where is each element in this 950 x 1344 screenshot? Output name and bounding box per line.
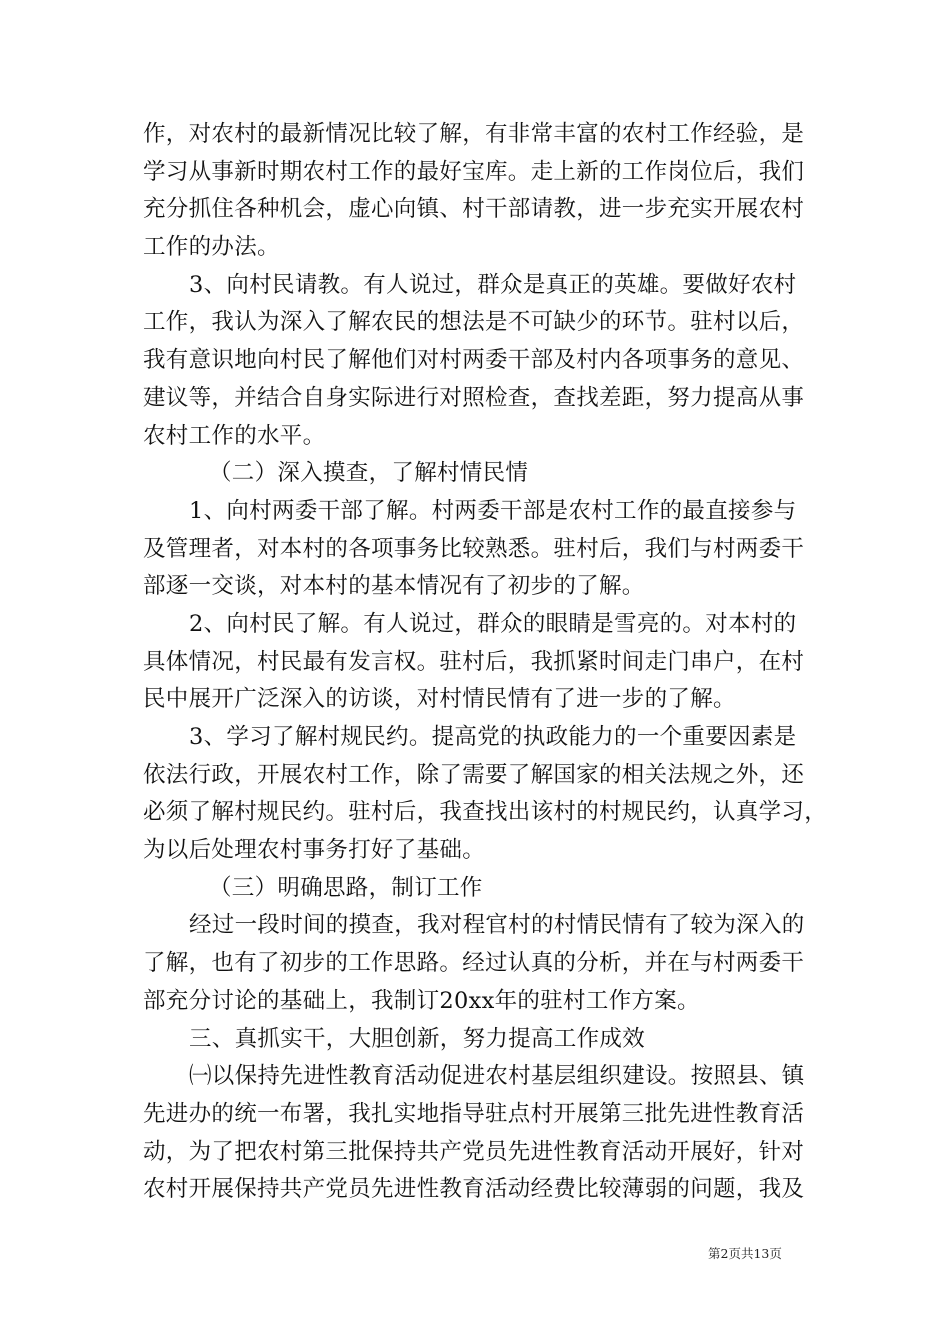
- text-line: 及管理者，对本村的各项事务比较熟悉。驻村后，我们与村两委干: [143, 535, 805, 562]
- paragraph-start-line: 3、向村民请教。有人说过，群众是真正的英雄。要做好农村: [189, 271, 797, 298]
- text-line: 作，对农村的最新情况比较了解，有非常丰富的农村工作经验，是: [143, 121, 805, 147]
- paragraph-start-line: 1、向村两委干部了解。村两委干部是农村工作的最直接参与: [189, 497, 797, 524]
- text-line: 依法行政，开展农村工作，除了需要了解国家的相关法规之外，还: [143, 761, 805, 788]
- page-number-footer: 第2页共13页: [708, 1246, 782, 1261]
- text-line: 工作，我认为深入了解农民的想法是不可缺少的环节。驻村以后，: [143, 309, 805, 336]
- paragraph-start-line: 2、向村民了解。有人说过，群众的眼睛是雪亮的。对本村的: [189, 610, 797, 637]
- text-line: 工作的办法。: [143, 234, 280, 261]
- paragraph-start-line: ㈠以保持先进性教育活动促进农村基层组织建设。按照县、镇: [189, 1063, 805, 1090]
- section-heading: （三）明确思路，制订工作: [209, 874, 483, 901]
- text-line: 建议等，并结合自身实际进行对照检查，查找差距，努力提高从事: [143, 384, 805, 411]
- text-line: 民中展开广泛深入的访谈，对村情民情有了进一步的了解。: [143, 686, 736, 713]
- section-heading: （二）深入摸查，了解村情民情: [209, 460, 529, 487]
- text-line: 为以后处理农村事务打好了基础。: [143, 837, 486, 864]
- document-body: [143, 116, 828, 1209]
- text-line: 必须了解村规民约。驻村后，我查找出该村的村规民约，认真学习，: [143, 799, 828, 826]
- text-line: 具体情况，村民最有发言权。驻村后，我抓紧时间走门串户，在村: [143, 648, 805, 675]
- paragraph-start-line: 3、学习了解村规民约。提高党的执政能力的一个重要因素是: [189, 724, 797, 750]
- paragraph-start-line: 经过一段时间的摸查，我对程官村的村情民情有了较为深入的: [189, 912, 805, 939]
- section-heading: 三、真抓实干，大胆创新，努力提高工作成效: [189, 1025, 646, 1052]
- text-line: 我有意识地向村民了解他们对村两委干部及村内各项事务的意见、: [143, 347, 805, 374]
- text-line: 农村开展保持共产党员先进性教育活动经费比较薄弱的问题，我及: [143, 1176, 805, 1203]
- text-line: 动，为了把农村第三批保持共产党员先进性教育活动开展好，针对: [143, 1138, 805, 1165]
- text-line: 农村工作的水平。: [143, 422, 326, 449]
- text-line: 充分抓住各种机会，虚心向镇、村干部请教，进一步充实开展农村: [143, 196, 805, 223]
- text-line: 先进办的统一布署，我扎实地指导驻点村开展第三批先进性教育活: [143, 1100, 805, 1127]
- text-line: 部逐一交谈，对本村的基本情况有了初步的了解。: [143, 573, 645, 600]
- text-line: 学习从事新时期农村工作的最好宝库。走上新的工作岗位后，我们: [143, 158, 805, 185]
- text-line: 了解，也有了初步的工作思路。经过认真的分析，并在与村两委干: [143, 950, 805, 977]
- text-line: 部充分讨论的基础上，我制订20xx年的驻村工作方案。: [143, 987, 700, 1014]
